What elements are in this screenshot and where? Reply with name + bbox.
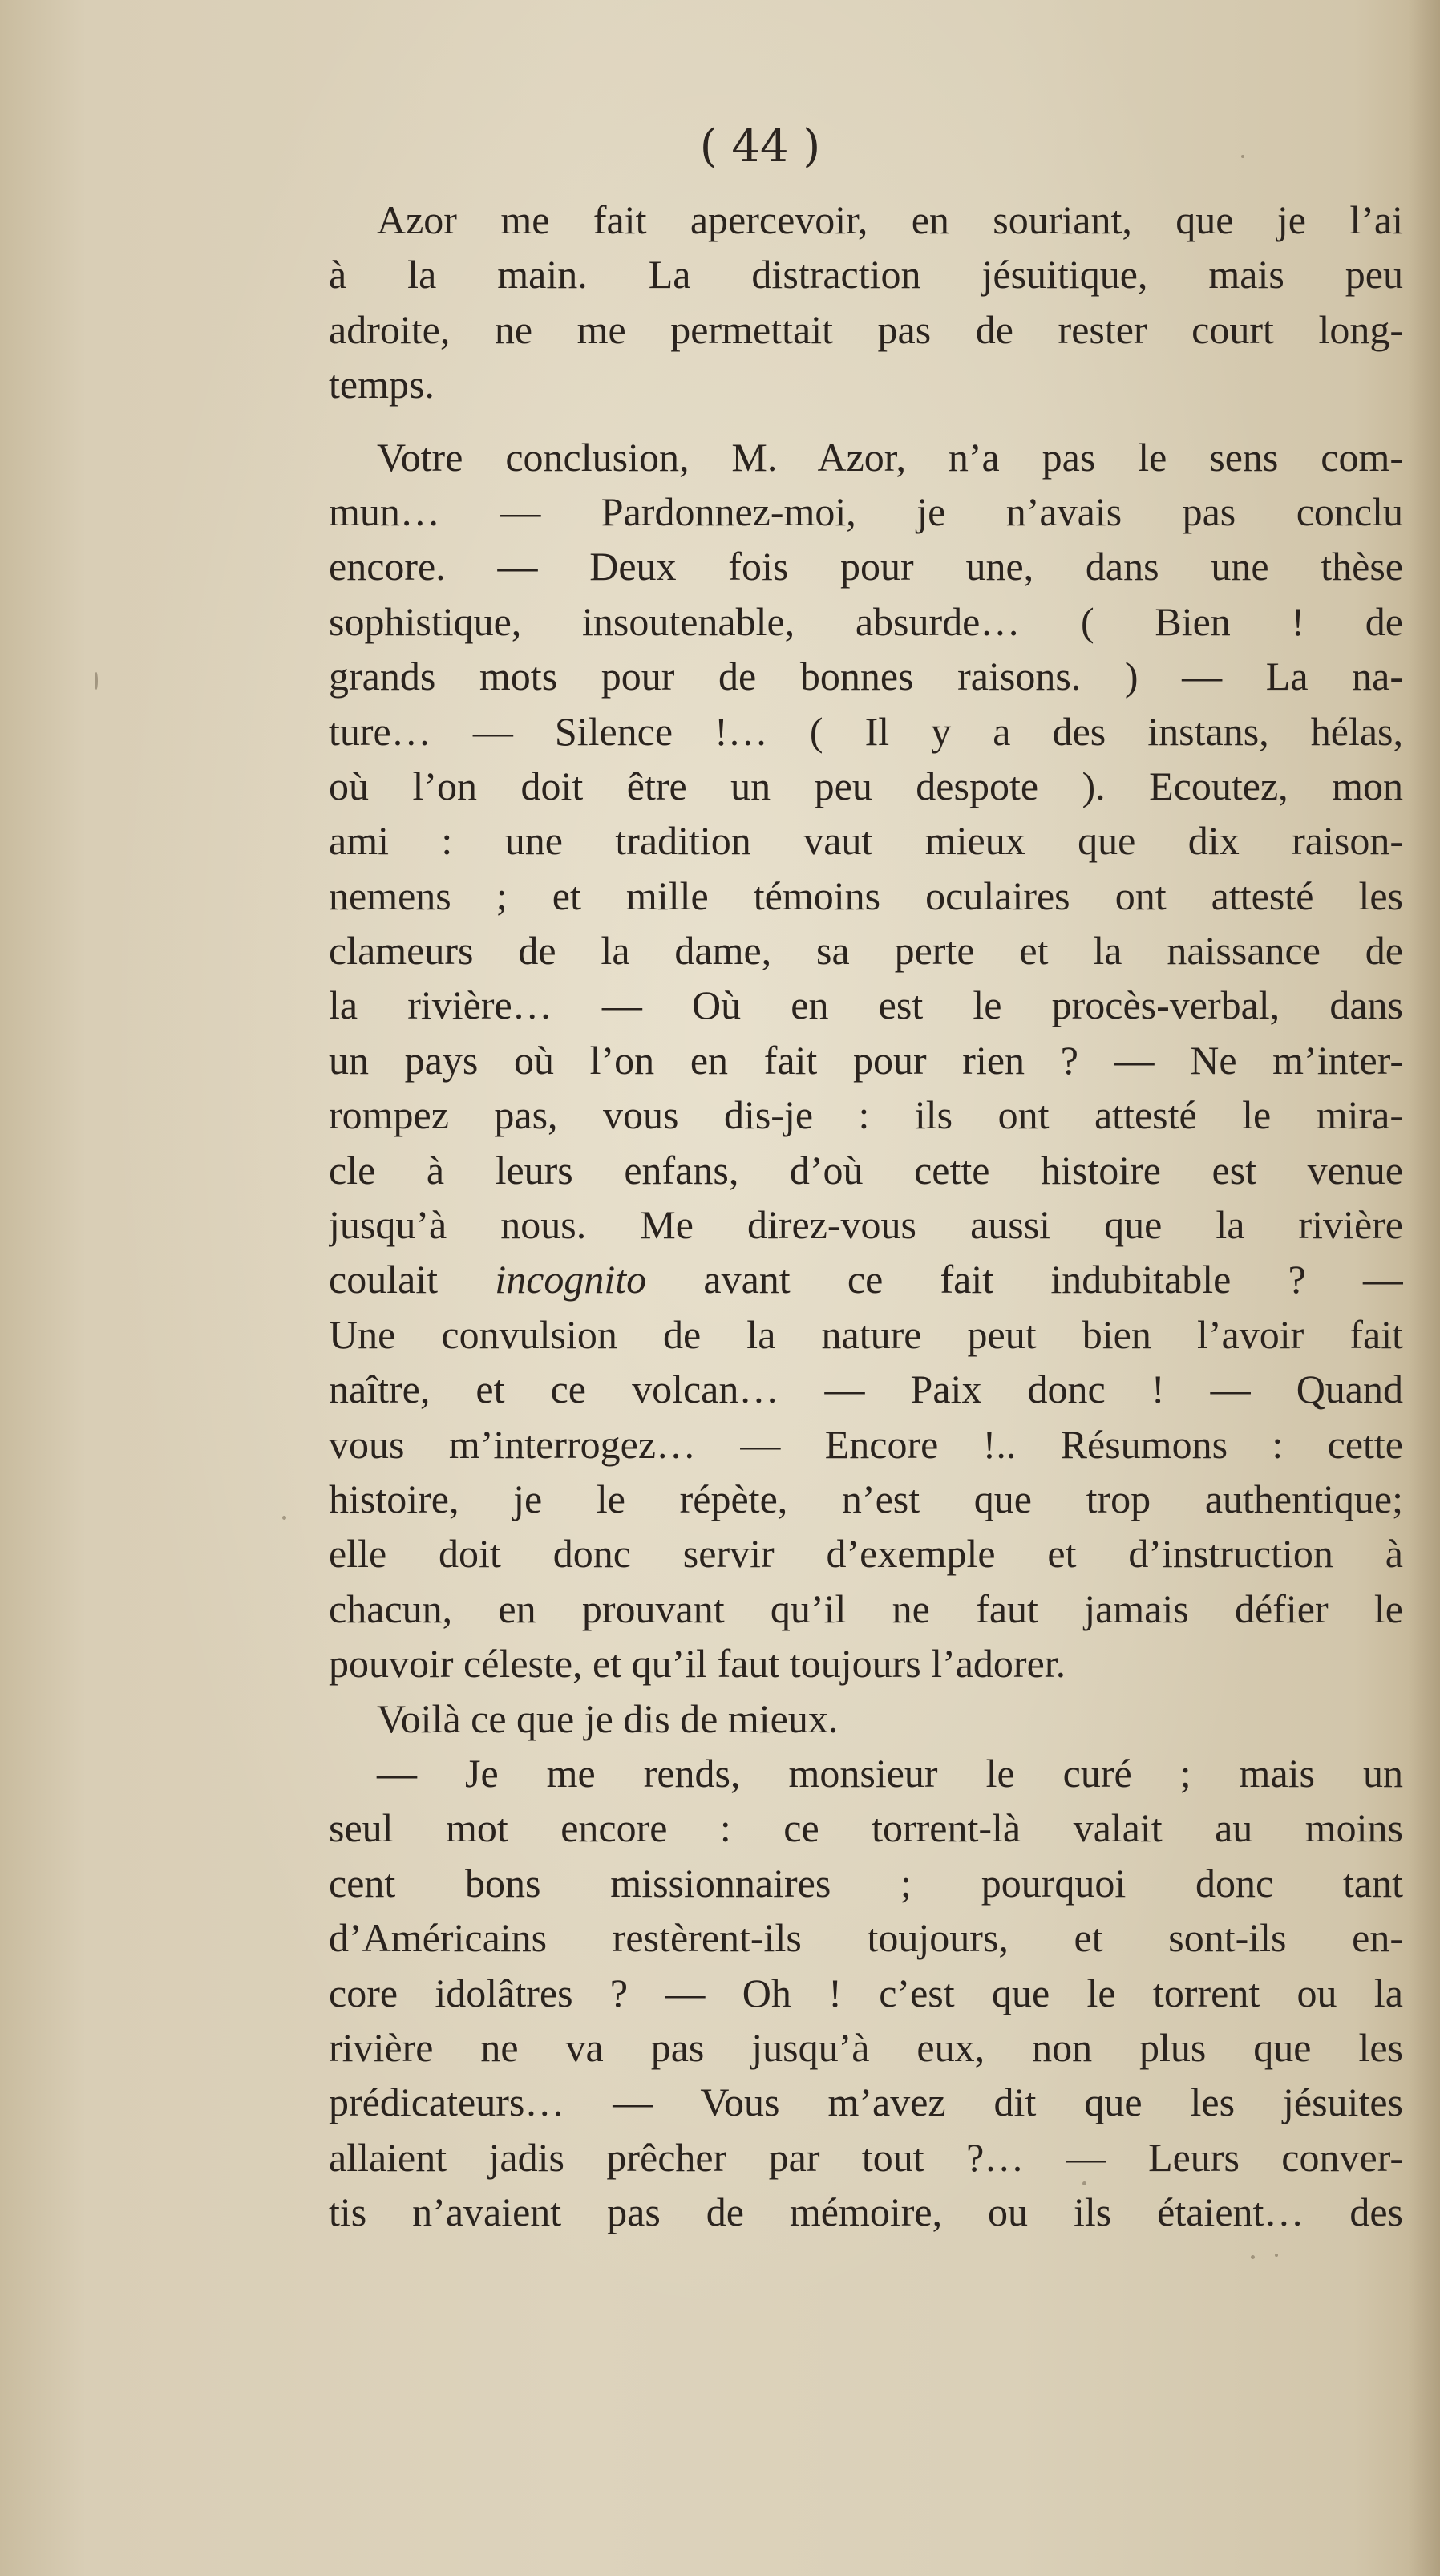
text-line: rivière ne va pas jusqu’à eux, non plus que les <box>329 2024 1403 2070</box>
paper-speck <box>95 672 98 690</box>
text-line: core idolâtres ? — Oh ! c’est que le torrent ou la <box>329 1970 1403 2015</box>
text-line: sophistique, insoutenable, absurde… ( Bien ! de <box>329 598 1403 644</box>
paper-speck <box>1241 155 1244 158</box>
text-line: cent bons missionnaires ; pourquoi donc tant <box>329 1860 1403 1906</box>
text-line: clameurs de la dame, sa perte et la naissance de <box>329 928 1403 974</box>
text-line: Une convulsion de la nature peut bien l’avoir fait <box>329 1311 1403 1357</box>
text-line: rompez pas, vous dis-je : ils ont attesté le mira- <box>329 1092 1403 1138</box>
text-line: un pays où l’on en fait pour rien ? — Ne m’inter- <box>329 1037 1403 1083</box>
paper-speck <box>282 1516 286 1520</box>
text-line: elle doit donc servir d’exemple et d’instruction à <box>329 1531 1403 1577</box>
line-segment: avant ce fait indubitable ? — <box>703 1257 1403 1302</box>
line-segment: coulait <box>329 1257 439 1302</box>
text-line: pouvoir céleste, et qu’il faut toujours l’adorer. <box>329 1641 1066 1687</box>
text-line: adroite, ne me permettait pas de rester court long- <box>329 306 1403 352</box>
text-line: ami : une tradition vaut mieux que dix raison- <box>329 818 1403 864</box>
text-line: mun… — Pardonnez-moi, je n’avais pas conclu <box>329 488 1403 534</box>
text-line: Votre conclusion, M. Azor, n’a pas le sens com- <box>377 434 1403 480</box>
text-line: cle à leurs enfans, d’où cette histoire est venue <box>329 1147 1403 1193</box>
text-line: temps. <box>329 362 435 407</box>
text-line: d’Américains restèrent-ils toujours, et sont-ils en- <box>329 1915 1403 1961</box>
paper-speck <box>1275 2254 1278 2257</box>
text-line: chacun, en prouvant qu’il ne faut jamais défier le <box>329 1586 1403 1631</box>
text-line: seul mot encore : ce torrent-là valait au moins <box>329 1805 1403 1851</box>
text-line: la rivière… — Où en est le procès-verbal, dans <box>329 982 1403 1028</box>
paper-speck <box>1082 2181 1086 2185</box>
text-line: grands mots pour de bonnes raisons. ) — La na- <box>329 654 1403 699</box>
italic-word: incognito <box>495 1257 647 1302</box>
paper-speck <box>1251 2255 1255 2259</box>
text-line: jusqu’à nous. Me direz-vous aussi que la rivière <box>329 1202 1403 1248</box>
text-line: Azor me fait apercevoir, en souriant, que je l’ai <box>377 197 1403 242</box>
text-line: vous m’interrogez… — Encore !.. Résumons : cette <box>329 1421 1403 1467</box>
text-line: encore. — Deux fois pour une, dans une thèse <box>329 544 1403 589</box>
text-line: à la main. La distraction jésuitique, mais peu <box>329 252 1403 298</box>
page-number: ( 44 ) <box>699 120 821 172</box>
text-line: prédicateurs… — Vous m’avez dit que les jésuites <box>329 2080 1403 2125</box>
text-line: naître, et ce volcan… — Paix donc ! — Quand <box>329 1367 1403 1412</box>
text-line: nemens ; et mille témoins oculaires ont attesté les <box>329 873 1403 918</box>
body-text <box>329 192 1403 2239</box>
text-line: allaient jadis prêcher par tout ?… — Leurs conver- <box>329 2134 1403 2180</box>
paragraph-gap <box>329 412 1403 430</box>
text-line: tis n’avaient pas de mémoire, ou ils étaient… des <box>329 2189 1403 2235</box>
text-line-with-italic <box>329 1252 1403 1306</box>
text-line: ture… — Silence !… ( Il y a des instans, hélas, <box>329 708 1403 754</box>
text-line: histoire, je le répète, n’est que trop authentique; <box>329 1476 1403 1521</box>
page-edge-shadow <box>1408 0 1440 2576</box>
text-line: où l’on doit être un peu despote ). Ecoutez, mon <box>329 763 1403 808</box>
text-line: — Je me rends, monsieur le curé ; mais un <box>377 1750 1403 1796</box>
text-line: Voilà ce que je dis de mieux. <box>377 1695 839 1741</box>
